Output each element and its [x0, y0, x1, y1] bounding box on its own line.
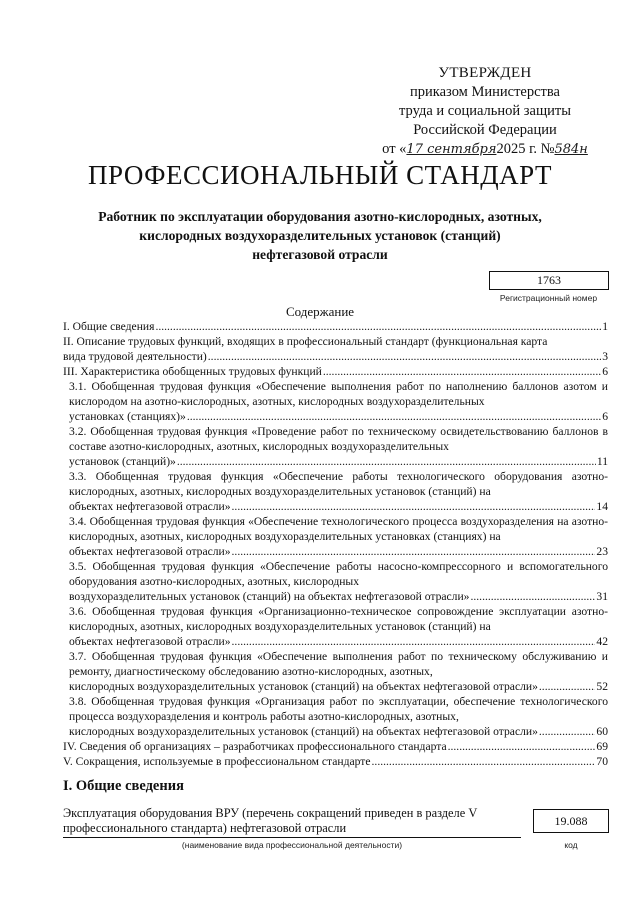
toc-entry[interactable] — [63, 514, 608, 559]
toc-entry-line — [69, 544, 608, 559]
toc-entry[interactable] — [63, 364, 608, 379]
toc-entry-text: 3.2. Обобщенная трудовая функция «Проведение работ по техническому освидетельствованию баллонов в составе азотно-кислородных, азотных, кислородных воздухоразделительных — [69, 425, 608, 453]
activity-line-1: Эксплуатация оборудования ВРУ (перечень сокращений приведен в разделе V — [63, 806, 478, 820]
toc-dot-leader — [232, 634, 596, 649]
toc-entry-label: III. Характеристика обобщенных трудовых функций — [63, 365, 322, 378]
registration-number-box: 1763 — [489, 271, 609, 290]
toc-page-number: 1 — [602, 320, 608, 333]
toc-entry-line — [63, 319, 608, 334]
date-prefix: от « — [382, 141, 407, 157]
toc-entry-label: кислородных воздухоразделительных установок (станций) на объектах нефтегазовой отрасли» — [69, 725, 538, 738]
toc-page-number: 31 — [596, 590, 608, 603]
toc-dot-leader — [372, 754, 596, 769]
toc-page-number: 52 — [596, 680, 608, 693]
subtitle-line-1: Работник по эксплуатации оборудования азотно-кислородных, азотных, — [98, 209, 542, 224]
toc-entry-label: вида трудовой деятельности) — [63, 350, 207, 363]
toc-page-number: 6 — [602, 410, 608, 423]
toc-entry-line — [63, 739, 608, 754]
toc-entry-label: установках (станциях)» — [69, 410, 186, 423]
toc-dot-leader — [232, 499, 596, 514]
approval-line-2: труда и социальной защиты — [399, 103, 571, 119]
toc-entry[interactable] — [63, 649, 608, 694]
approval-date-line — [380, 140, 590, 159]
toc-entry-text: 3.4. Обобщенная трудовая функция «Обеспечение технологического процесса воздухоразделения на азотно-кислородных, азотных, кислородных воздухоразделительных установках (станциях) на — [69, 515, 608, 543]
handwritten-date: 17 сентября — [406, 142, 497, 157]
toc-entry[interactable] — [63, 694, 608, 739]
toc-entry-line — [63, 364, 608, 379]
toc-entry-line — [69, 724, 608, 739]
toc-entry-line — [69, 409, 608, 424]
toc-entry-line — [69, 454, 608, 469]
toc-entry-label: V. Сокращения, используемые в профессиональном стандарте — [63, 755, 371, 768]
toc-page-number: 11 — [596, 455, 608, 468]
toc-entry-label: кислородных воздухоразделительных установок (станций) на объектах нефтегазовой отрасли» — [69, 680, 538, 693]
toc-entry[interactable] — [63, 469, 608, 514]
toc-entry-text: 3.7. Обобщенная трудовая функция «Обеспечение выполнения работ по техническому обслуживанию и ремонту, диагностическому обследованию азотно-кислородных, азотных, — [69, 650, 608, 678]
toc-page-number: 70 — [596, 755, 608, 768]
approval-block — [380, 64, 590, 159]
toc-entry-line — [63, 349, 608, 364]
toc-dot-leader — [448, 739, 596, 754]
subtitle-line-2: кислородных воздухоразделительных установок (станций) — [139, 228, 501, 243]
toc-entry-text: 3.3. Обобщенная трудовая функция «Обеспечение работы технологического оборудования азотно-кислородных, азотных, кислородных воздухоразделительных установок (станций) на — [69, 470, 608, 498]
code-box: 19.088 — [533, 809, 609, 833]
toc-entry-label: воздухоразделительных установок (станций) на объектах нефтегазовой отрасли» — [69, 590, 470, 603]
toc-entry-line — [63, 754, 608, 769]
toc-page-number: 3 — [602, 350, 608, 363]
toc-entry-text: 3.6. Обобщенная трудовая функция «Организационно-техническое сопровождение эксплуатации азотно-кислородных, азотных, кислородных воздухоразделительных установок (станций) на — [69, 605, 608, 633]
toc-page-number: 42 — [596, 635, 608, 648]
subtitle-line-3: нефтегазовой отрасли — [252, 247, 388, 262]
toc-entry[interactable] — [63, 319, 608, 334]
activity-caption: (наименование вида профессиональной деятельности) — [181, 840, 403, 850]
activity-line-2: профессионального стандарта) нефтегазовой отрасли — [63, 821, 347, 835]
toc-entry-text: 3.8. Обобщенная трудовая функция «Организация работ по эксплуатации, обеспечение технологического процесса воздухоразделения и контроль работы азотно-кислородных, азотных, — [69, 695, 608, 723]
approval-line-3: Российской Федерации — [413, 122, 557, 138]
toc-entry-text: 3.1. Обобщенная трудовая функция «Обеспечение выполнения работ по наполнению баллонов азотом и кислородом на азотно-кислородных, азотных, кислородных воздухоразделительных — [69, 380, 608, 408]
activity-underline — [63, 837, 521, 838]
table-of-contents — [63, 319, 608, 769]
toc-dot-leader — [232, 544, 596, 559]
toc-entry[interactable] — [63, 604, 608, 649]
toc-dot-leader — [323, 364, 601, 379]
section-heading: I. Общие сведения — [63, 778, 184, 794]
toc-dot-leader — [155, 319, 601, 334]
toc-dot-leader — [187, 409, 601, 424]
toc-page-number: 14 — [596, 500, 608, 513]
toc-dot-leader — [539, 724, 596, 739]
toc-page-number: 60 — [596, 725, 608, 738]
toc-page-number: 6 — [602, 365, 608, 378]
toc-entry-line — [69, 589, 608, 604]
code-caption: код — [564, 840, 578, 850]
toc-entry-label: объектах нефтегазовой отрасли» — [69, 545, 231, 558]
toc-entry-label: I. Общие сведения — [63, 320, 155, 333]
toc-dot-leader — [470, 589, 595, 604]
toc-entry[interactable] — [63, 334, 608, 364]
toc-entry-line — [69, 499, 608, 514]
toc-entry-label: объектах нефтегазовой отрасли» — [69, 500, 231, 513]
toc-entry-label: объектах нефтегазовой отрасли» — [69, 635, 231, 648]
toc-dot-leader — [177, 454, 596, 469]
toc-page-number: 69 — [596, 740, 608, 753]
approved-label: УТВЕРЖДЕН — [438, 65, 532, 81]
toc-entry[interactable] — [63, 754, 608, 769]
toc-entry-label: IV. Сведения об организациях – разработчиках профессионального стандарта — [63, 740, 447, 753]
toc-dot-leader — [539, 679, 596, 694]
toc-entry-line — [69, 634, 608, 649]
toc-entry-line — [69, 679, 608, 694]
document-title: ПРОФЕССИОНАЛЬНЫЙ СТАНДАРТ — [87, 160, 553, 190]
standard-subtitle — [60, 207, 580, 264]
toc-entry[interactable] — [63, 424, 608, 469]
toc-entry[interactable] — [63, 739, 608, 754]
toc-page-number: 23 — [596, 545, 608, 558]
toc-entry-label: установок (станций)» — [69, 455, 176, 468]
toc-entry-text: II. Описание трудовых функций, входящих в профессиональный стандарт (функциональная карта — [63, 335, 548, 348]
toc-entry[interactable] — [63, 559, 608, 604]
toc-entry[interactable] — [63, 379, 608, 424]
toc-dot-leader — [208, 349, 601, 364]
activity-type — [63, 806, 513, 836]
toc-entry-text: 3.5. Обобщенная трудовая функция «Обеспечение работы насосно-компрессорного и вспомогательного оборудования азотно-кислородных, азотных, кислородных — [69, 560, 608, 588]
toc-title: Содержание — [285, 304, 355, 319]
date-suffix: 2025 г. № — [496, 141, 555, 157]
registration-number-label: Регистрационный номер — [499, 293, 598, 303]
handwritten-number: 584н — [554, 142, 588, 157]
approval-line-1: приказом Министерства — [410, 84, 560, 100]
